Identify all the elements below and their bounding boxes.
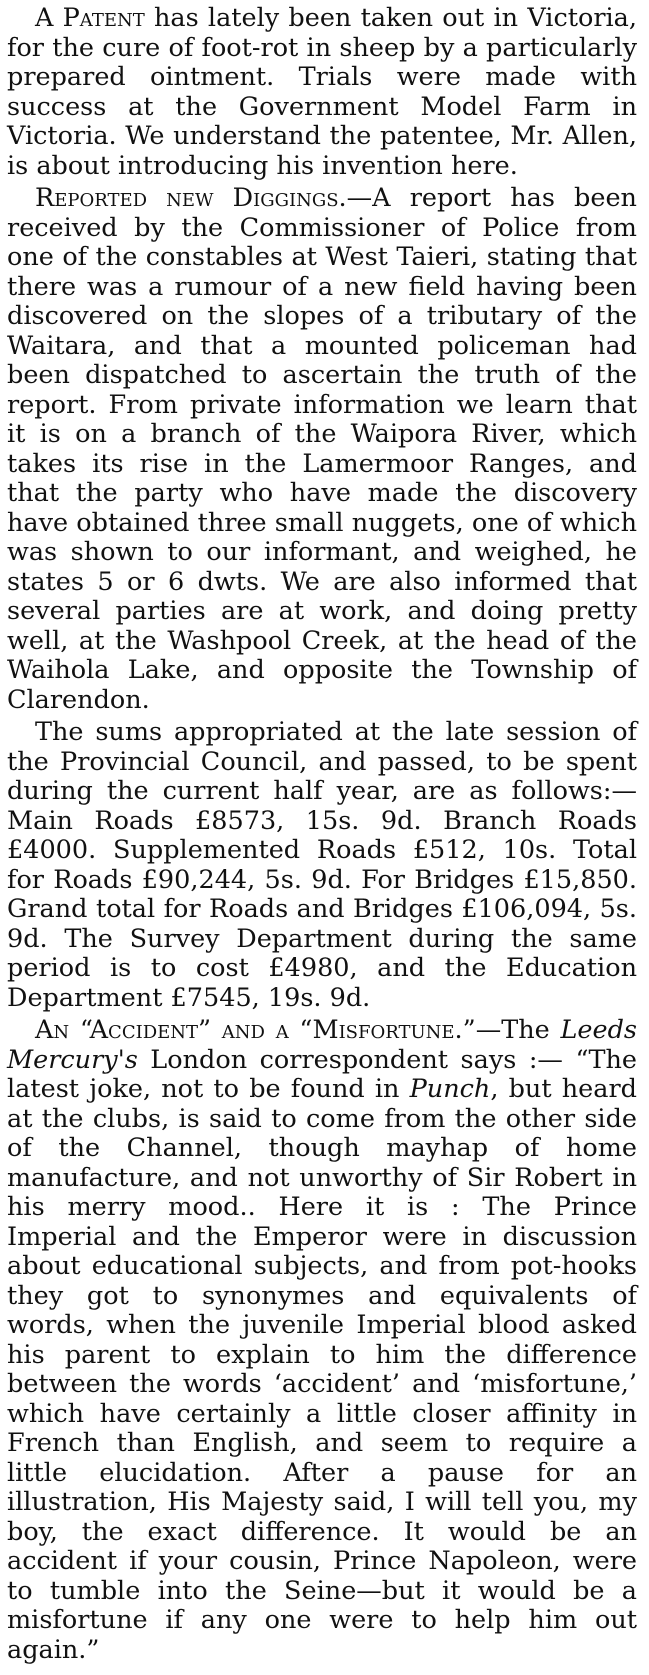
quote-text: “The latest joke, not to be found in (7, 1044, 637, 1104)
paragraph-lead: Reported new Diggings. (35, 183, 347, 213)
paragraph-patent (7, 4, 637, 181)
source-title: Leeds Mercury's (7, 1015, 638, 1075)
paragraph-body: has lately been taken out in Victoria, for the cure of foot-rot in sheep by a particularly prepared ointment. Trials were made with success at the Government Model Farm in Victoria. We understand the patentee, Mr. Allen, is about introducing his invention here. (7, 3, 637, 181)
paragraph-body: The sums appropriated at the late session of the Provincial Council, and passed, to be spent during the current half year, are as follows:—Main Roads £8573, 15s. 9d. Branch Roads £4000. Supplemented Roads £512, 10s. Total for Roads £90,244, 5s. 9d. For Bridges £15,850. Grand total for Roads and Bridges £106,094, 5s. 9d. The Survey Department during the same period is to cost £4980, and the Education Department £7545, 19s. 9d. (7, 717, 637, 1013)
quote-italic: Punch (409, 1074, 491, 1104)
paragraph-body: —The (475, 1015, 550, 1045)
quote-text: , but heard at the clubs, is said to come from the other side of the Channel, though mayhap of home manufacture, and not unworthy of Sir Robert in his merry mood.. Here it is : The Prince Imperial and the Emperor were in discussion about educational subjects, and from pot-hooks they got to synonymes and equivalents of words, when the juvenile Imperial blood asked his parent to explain to him the difference between the words ‘accident’ and ‘misfortune,’ which have certainly a little closer affinity in French than English, and seem to require a little elucidation. After a pause for an illustration, His Majesty said, I will tell you, my boy, the exact difference. It would be an accident if your cousin, Prince Napoleon, were to tumble into the Seine—but it would be a misfortune if any one were to help him out again.” (7, 1074, 637, 1665)
paragraph-accident (7, 1016, 637, 1665)
paragraph-diggings (7, 184, 637, 715)
paragraph-appropriations (7, 718, 637, 1013)
paragraph-lead: A Patent (35, 3, 145, 33)
paragraph-lead: An “Accident” and a “Misfortune.” (35, 1015, 476, 1045)
paragraph-body: —A report has been received by the Commissioner of Police from one of the constables at West Taieri, stating that there was a rumour of a new field having been discovered on the slopes of a tributary of the Waitara, and that a mounted policeman had been dispatched to ascertain the truth of the report. From private information we learn that it is on a branch of the Waipora River, which takes its rise in the Lamermoor Ranges, and that the party who have made the discovery have obtained three small nuggets, one of which was shown to our informant, and weighed, he states 5 or 6 dwts. We are also informed that several parties are at work, and doing pretty well, at the Washpool Creek, at the head of the Waihola Lake, and opposite the Township of Clarendon. (7, 183, 637, 715)
paragraph-body: London correspondent says :— (137, 1044, 563, 1075)
